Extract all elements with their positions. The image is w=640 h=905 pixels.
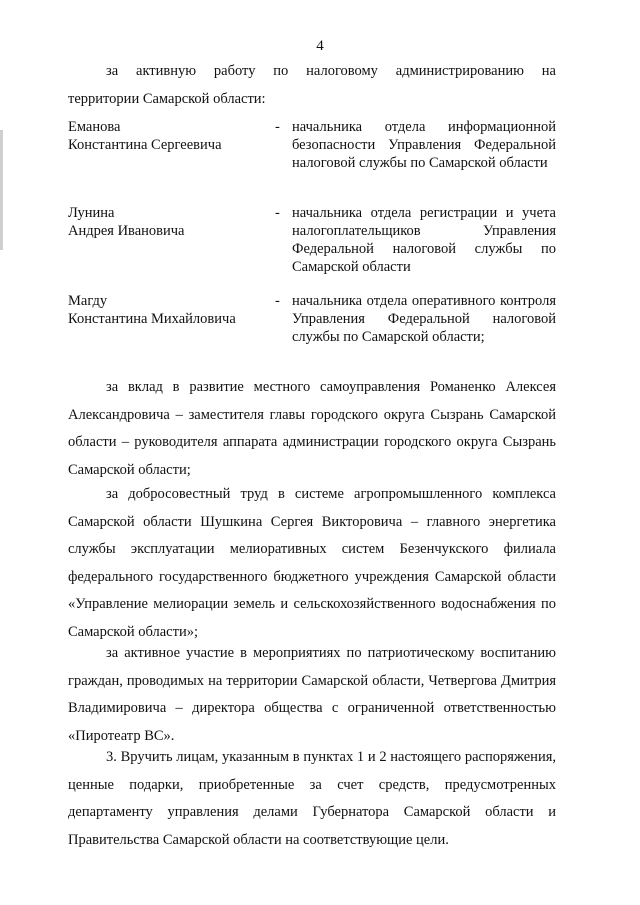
recipient-dash: - [275, 119, 280, 135]
recipient-dash: - [275, 293, 280, 309]
clause-3-paragraph: 3. Вручить лицам, указанным в пунктах 1 и 2 настоящего распоряжения, ценные подарки, приобретенные за счет средств, предусмотренных департаменту управления делами Губернатора Самарской области и Правительства Самарской области на соответствующие цели. [68, 749, 556, 848]
recipient-position: начальника отдела информационной безопасности Управления Федеральной налоговой службы по Самарской области [292, 119, 556, 171]
intro-paragraph-cont [68, 86, 556, 114]
award-paragraph-patriotic: за активное участие в мероприятиях по патриотическому воспитанию граждан, проводимых на территории Самарской области, Четвергова Дмитрия Владимировича – директора общества с ограниченной ответственностью «Пиротеатр ВС». [68, 645, 556, 744]
recipient-dash: - [275, 205, 280, 221]
recipient-name: Магду Константина Михайловича [68, 293, 236, 327]
award-paragraph-selfgovernment: за вклад в развитие местного самоуправления Романенко Алексея Александровича – заместителя главы городского округа Сызрань Самарской области – руководителя аппарата администрации городского округа Сызрань Самарской области; [68, 379, 556, 478]
recipient-name: Лунина Андрея Ивановича [68, 205, 185, 239]
recipient-position: начальника отдела оперативного контроля Управления Федеральной налоговой службы по Самарской области; [292, 293, 556, 345]
page-number: 4 [316, 38, 324, 54]
recipient-name: Еманова Константина Сергеевича [68, 119, 222, 153]
recipient-position: начальника отдела регистрации и учета налогоплательщиков Управления Федеральной налоговой службы по Самарской области [292, 205, 556, 275]
intro-line-1: за активную работу по налоговому администрированию на [106, 63, 556, 79]
intro-paragraph [68, 58, 556, 86]
scan-margin-mark [0, 130, 3, 250]
intro-line-2: территории Самарской области: [68, 91, 266, 107]
award-paragraph-agro: за добросовестный труд в системе агропромышленного комплекса Самарской области Шушкина Сергея Викторовича – главного энергетика службы эксплуатации мелиоративных систем Безенчукского филиала федерального государственного бюджетного учреждения Самарской области «Управление мелиорации земель и сельскохозяйственного водоснабжения по Самарской области»; [68, 486, 556, 640]
